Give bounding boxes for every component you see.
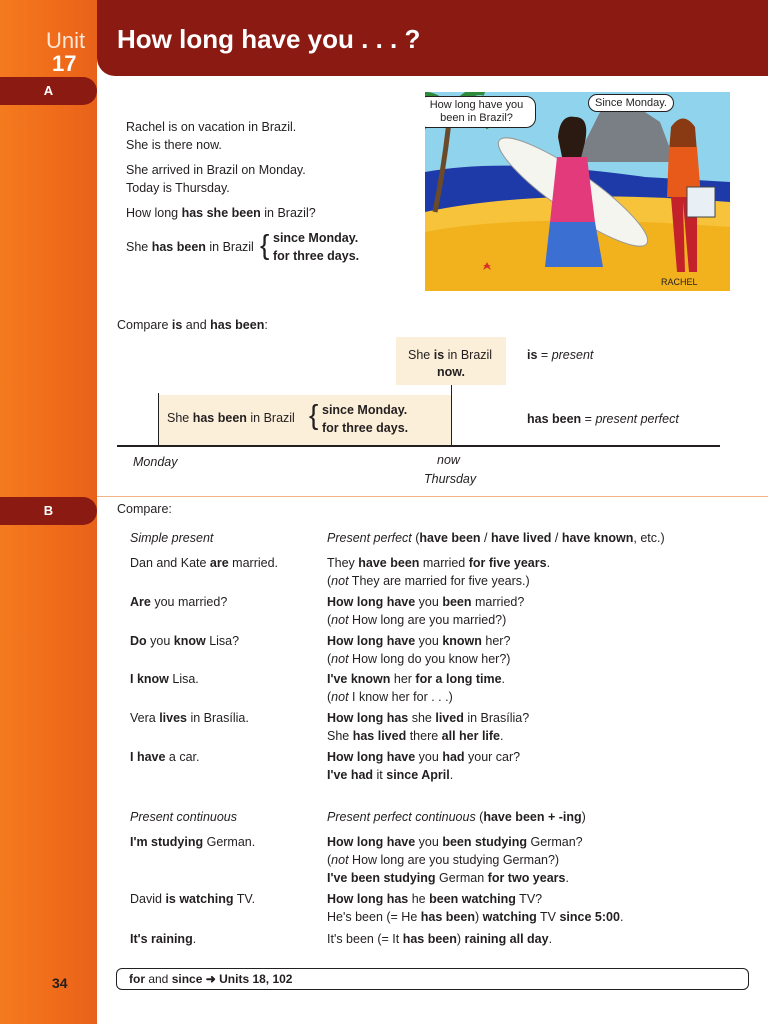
text-run: How long do you know her?) [348,652,511,666]
text-run: ( [475,810,484,824]
table-row-right [327,892,542,906]
text-run: . [501,672,506,686]
table-row-left [130,711,249,725]
now-box-text-2: now. [437,365,466,379]
period-option: for three days. [322,421,409,435]
text-run: . [449,768,454,782]
speech-bubble-right: Since Monday. [588,94,674,112]
table-row-left [130,750,199,764]
text-run: not [331,574,349,588]
text-run: ) [456,932,465,946]
text-run: How long has [327,711,409,725]
text-run: had [442,750,465,764]
text-run: She arrived in Brazil on Monday. [126,163,306,177]
text-run: I have [130,750,166,764]
text-run: He's been (= He [327,910,421,924]
timeline-thursday-label: Thursday [424,472,477,486]
text-run: They are married for five years.) [348,574,530,588]
table-row-left [130,634,239,648]
text-run: I'm studying [130,835,204,849]
text-run: Lisa? [205,634,240,648]
text-run: have been + -ing [483,810,582,824]
text-run: has been [420,910,475,924]
text-run: Rachel is on vacation in Brazil. [126,120,297,134]
text-run: . [565,871,569,885]
text-run: I've known [327,672,391,686]
table-row-right [327,595,524,609]
text-run: present perfect [595,412,679,426]
text-run: How long have [327,634,416,648]
text-run: ) [474,910,483,924]
text-run: TV? [515,892,543,906]
text-run: have been [358,556,420,570]
text-run: married. [228,556,279,570]
text-run: How long have [327,835,416,849]
text-run: ( [327,853,332,867]
table-row-right [327,652,510,666]
text-run: : [264,318,268,332]
text-run: I've been studying [327,871,436,885]
text-run: David [130,892,166,906]
text-run: all her life [441,729,501,743]
text-run: has been [192,411,247,425]
text-run: married [419,556,469,570]
table-row-right [327,556,550,570]
text-run: ) [581,810,586,824]
text-run: / [551,531,562,545]
a-line [126,138,222,152]
table-row-left [130,556,278,570]
table-row-right [327,835,583,849]
text-run: I know her for . . .) [348,690,453,704]
text-run: German? [527,835,583,849]
text-run: known [442,634,482,648]
text-run: been [442,595,472,609]
unit-number: 17 [52,51,77,76]
text-run: in Brasília? [463,711,530,725]
text-run: I've had [327,768,374,782]
table-row-right [327,871,569,885]
text-run: know [173,634,206,648]
text-run: Lisa. [168,672,199,686]
table-row-right [327,853,559,867]
section-b-tab: B [0,497,97,525]
col2-header-2 [327,810,586,824]
text-run: ➜ Units 18, 102 [202,972,293,986]
text-run: , etc.) [633,531,665,545]
text-run: she [408,711,436,725]
text-run: They [327,556,359,570]
text-run: in Brazil? [260,206,316,220]
text-run: in Brazil [205,240,254,254]
text-run: for five years [468,556,547,570]
timeline-now-tick [451,385,452,445]
text-run: are [209,556,229,570]
text-run: She [408,348,434,362]
text-run: Compare [117,318,172,332]
text-run: not [331,853,349,867]
timeline-start-tick [158,393,159,445]
text-run: you married? [150,595,228,609]
text-run: for a long time [415,672,502,686]
speech-bubble-left: How long have you been in Brazil? [425,96,536,128]
table-row-left [130,932,196,946]
text-run: her? [481,634,511,648]
text-run: Present perfect continuous [327,810,476,824]
table-row-right [327,690,453,704]
text-run: you [415,634,443,648]
text-run: has been [402,932,457,946]
unit-label: Unit [46,28,86,53]
table-row-left [130,835,255,849]
page-title: How long have you . . . ? [117,24,421,54]
text-run: How long have [327,750,416,764]
text-run: ( [411,531,420,545]
brace: { [260,229,270,260]
text-run: It's raining [130,932,193,946]
text-run: not [331,690,349,704]
table-row-right [327,574,530,588]
brace: { [309,399,319,430]
text-run: is [433,348,445,362]
text-run: Today is Thursday. [126,181,230,195]
section-divider [97,496,768,497]
has-been-label [527,412,679,426]
text-run: you [415,750,443,764]
text-run: been watching [429,892,516,906]
timeline-monday-label: Monday [133,455,178,469]
text-run: She [126,240,152,254]
text-run: has been [527,412,582,426]
text-run: She [167,411,193,425]
section-a-tab: A [0,77,97,105]
text-run: Vera [130,711,160,725]
a-option: since Monday. [273,231,359,245]
table-row-right [327,932,552,946]
table-row-right [327,729,504,743]
text-run: present [551,348,594,362]
text-run: and [145,972,172,986]
text-run: a car. [165,750,200,764]
table-row-right [327,634,510,648]
text-run: in Brazil [444,348,493,362]
table-row-right [327,910,623,924]
text-run: ( [327,613,332,627]
text-run: . [619,910,624,924]
compare-heading [117,318,268,332]
text-run: German. [203,835,256,849]
text-run: Present perfect [327,531,412,545]
text-run: How long have [327,595,416,609]
text-run: It's been (= It [327,932,403,946]
text-run: She is there now. [126,138,222,152]
text-run: TV [536,910,560,924]
period-box-text [167,411,295,425]
text-run: . [548,932,553,946]
text-run: How long are you married?) [348,613,507,627]
text-run: not [331,613,349,627]
a-option: for three days. [273,249,360,263]
a-answer [126,240,254,254]
text-run: your car? [464,750,521,764]
text-run: since [171,972,203,986]
beach-illustration [425,92,730,291]
text-run: since April [386,768,450,782]
text-run: you [415,595,443,609]
text-run: She [327,729,353,743]
text-run: has been [151,240,206,254]
text-run: watching [482,910,537,924]
table-row-right [327,750,520,764]
timeline-axis [117,445,720,447]
text-run: = [537,348,552,362]
col2-header [327,531,665,545]
table-row-left [130,672,199,686]
text-run: lived [435,711,464,725]
text-run: How long are you studying German?) [348,853,560,867]
text-run: has been [210,318,265,332]
text-run: . [192,932,197,946]
cross-reference-link[interactable] [129,972,292,986]
text-run: has she been [181,206,261,220]
col1-header-2: Present continuous [130,810,238,824]
text-run: been studying [442,835,528,849]
text-run: ( [327,574,332,588]
text-run: have been [419,531,481,545]
text-run: Dan and Kate [130,556,210,570]
text-run: ( [327,652,332,666]
text-run: is [171,318,183,332]
table-row-right [327,672,505,686]
table-row-right [327,613,506,627]
text-run: he [408,892,430,906]
rachel-label: RACHEL [661,277,698,287]
text-run: . [546,556,551,570]
text-run: Do [130,634,147,648]
table-row-right [327,711,529,725]
text-run: has lived [352,729,407,743]
text-run: for [129,972,145,986]
text-run: it [373,768,387,782]
col1-header: Simple present [130,531,214,545]
text-run: her [390,672,416,686]
is-label [527,348,593,362]
table-row-left [130,595,227,609]
text-run: in Brasília. [187,711,249,725]
text-run: since 5:00 [559,910,620,924]
text-run: there [406,729,442,743]
a-line [126,120,296,134]
text-run: raining all day [464,932,549,946]
page-number: 34 [52,975,68,991]
text-run: have known [561,531,634,545]
table-row-left [130,892,255,906]
text-run: not [331,652,349,666]
text-run: German [435,871,488,885]
text-run: lives [159,711,187,725]
text-run: you [415,835,443,849]
text-run: married? [471,595,525,609]
text-run: = [581,412,596,426]
section-b-heading: Compare: [117,502,172,516]
text-run: for two years [487,871,566,885]
text-run: is [527,348,538,362]
a-line [126,181,230,195]
a-line [126,163,306,177]
text-run: ( [327,690,332,704]
text-run: in Brazil [246,411,295,425]
text-run: / [480,531,491,545]
text-run: I know [130,672,169,686]
text-run: you [146,634,174,648]
text-run: Are [130,595,151,609]
text-run: . [500,729,504,743]
text-run: and [182,318,211,332]
text-run: How long [126,206,182,220]
text-run: have lived [490,531,552,545]
now-box-text [408,348,492,362]
table-row-right [327,768,453,782]
timeline-now-label: now [437,453,460,467]
text-run: How long has [327,892,409,906]
a-question [126,206,316,220]
text-run: TV. [233,892,256,906]
text-run: is watching [165,892,234,906]
period-option: since Monday. [322,403,408,417]
